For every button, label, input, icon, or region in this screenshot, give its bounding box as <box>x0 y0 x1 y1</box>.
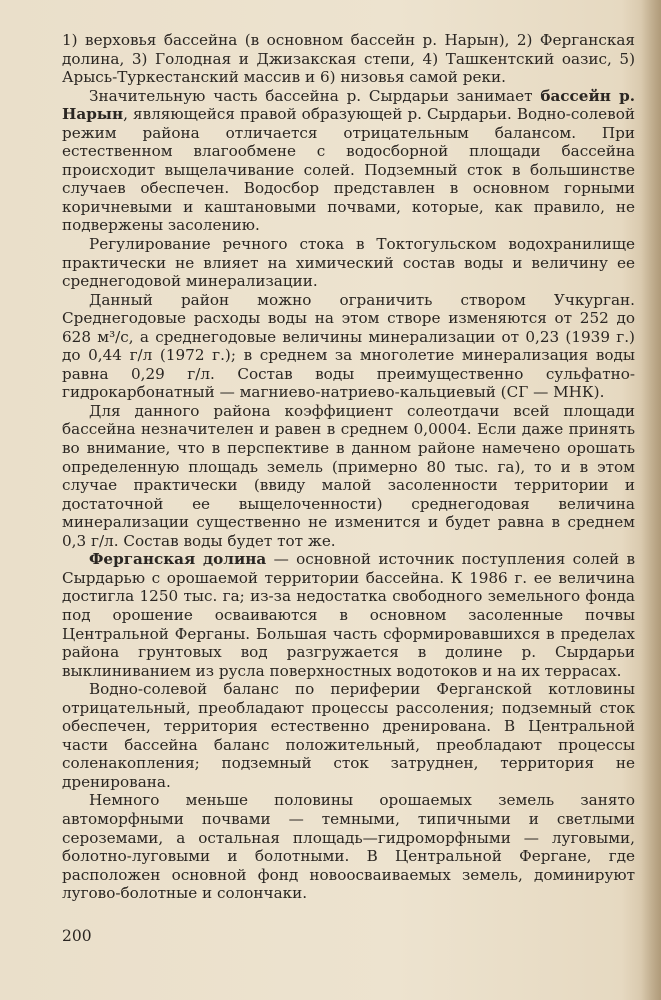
paragraph <box>62 31 635 87</box>
paragraph <box>62 235 635 291</box>
paragraph <box>62 550 635 680</box>
paragraph <box>62 791 635 902</box>
text-run: Для данного района коэффициент солеотдачи всей площади бассейна незначителен и равен в среднем 0,0004. Если даже принять во внимание, что в перспективе в данном районе намечено орошать определенную площадь земель (примерно 80 тыс. га), то и в этом случае практически (ввиду малой засоленности территории и достаточной ее выщелоченности) среднегодовая величина минерализации существенно не изменится и будет равна в среднем 0,3 г/л. Состав воды будет тот же. <box>62 401 635 550</box>
paragraph <box>62 402 635 550</box>
text-run: — основной источник поступления солей в Сырдарью с орошаемой территории бассейна. К 1986 г. ее величина достигла 1250 тыс. га; из-за недостатка свободного земельного фонда под орошение осваиваются в основном засоленные почвы Центральной Ферганы. Большая часть сформировавшихся в пределах района грунтовых вод разгружается в долине р. Сырдарьи выклиниванием из русла поверхностных водотоков и на их террасах. <box>62 550 635 680</box>
text-run: , являющейся правой образующей р. Сырдарьи. Водно-солевой режим района отличается отрицательным балансом. При естественном влагообмене с водосборной площади бассейна происходит выщелачивание солей. Подземный сток в большинстве случаев обеспечен. Водосбор представлен в основном горными коричневыми и каштановыми почвами, которые, как правило, не подвержены засолению. <box>62 105 635 235</box>
paragraph <box>62 680 635 791</box>
text-run: Водно-солевой баланс по периферии Ферганской котловины отрицательный, преобладают процессы рассоления; подземный сток обеспечен, территория естественно дренирована. В Центральной части бассейна баланс положительный, преобладают процессы соленакопления; подземный сток затруднен, территория не дренирована. <box>62 680 635 791</box>
text-run: Немного меньше половины орошаемых земель занято автоморфными почвами — темными, типичными и светлыми сероземами, а остальная площадь—гидроморфными — луговыми, болотно-луговыми и болотными. В Центральной Фергане, где расположен основной фонд новоосваиваемых земель, доминируют лугово-болотные и солончаки. <box>62 791 635 903</box>
text-run: Данный район можно ограничить створом Учкурган. Среднегодовые расходы воды на этом створе изменяются от 252 до 628 м³/с, а среднегодовые величины минерализации от 0,23 (1939 г.) до 0,44 г/л (1972 г.); в среднем за многолетие минерализация воды равна 0,29 г/л. Состав воды преимущественно сульфатно-гидрокарбонатный — магниево-натриево-кальциевый (СГ — МНК). <box>62 290 635 402</box>
page-number: 200 <box>62 927 92 945</box>
text-run: 1) верховья бассейна (в основном бассейн р. Нарын), 2) Ферганская долина, 3) Голодная и Джизакская степи, 4) Ташкентский оазис, 5) Арысь-Туркестанский массив и 6) низовья самой реки. <box>62 31 635 87</box>
bold-term: Ферганская долина <box>89 550 267 569</box>
bold-term: бассейн р. Нарын <box>62 86 635 124</box>
paragraph <box>62 87 635 235</box>
body-text <box>62 31 635 903</box>
paragraph <box>62 291 635 402</box>
page-edge-shadow <box>641 0 661 1000</box>
text-run: Значительную часть бассейна р. Сырдарьи занимает <box>89 86 541 105</box>
text-run: Регулирование речного стока в Токтогульском водохранилище практически не влияет на химический состав воды и величину ее среднегодовой минерализации. <box>62 235 635 291</box>
